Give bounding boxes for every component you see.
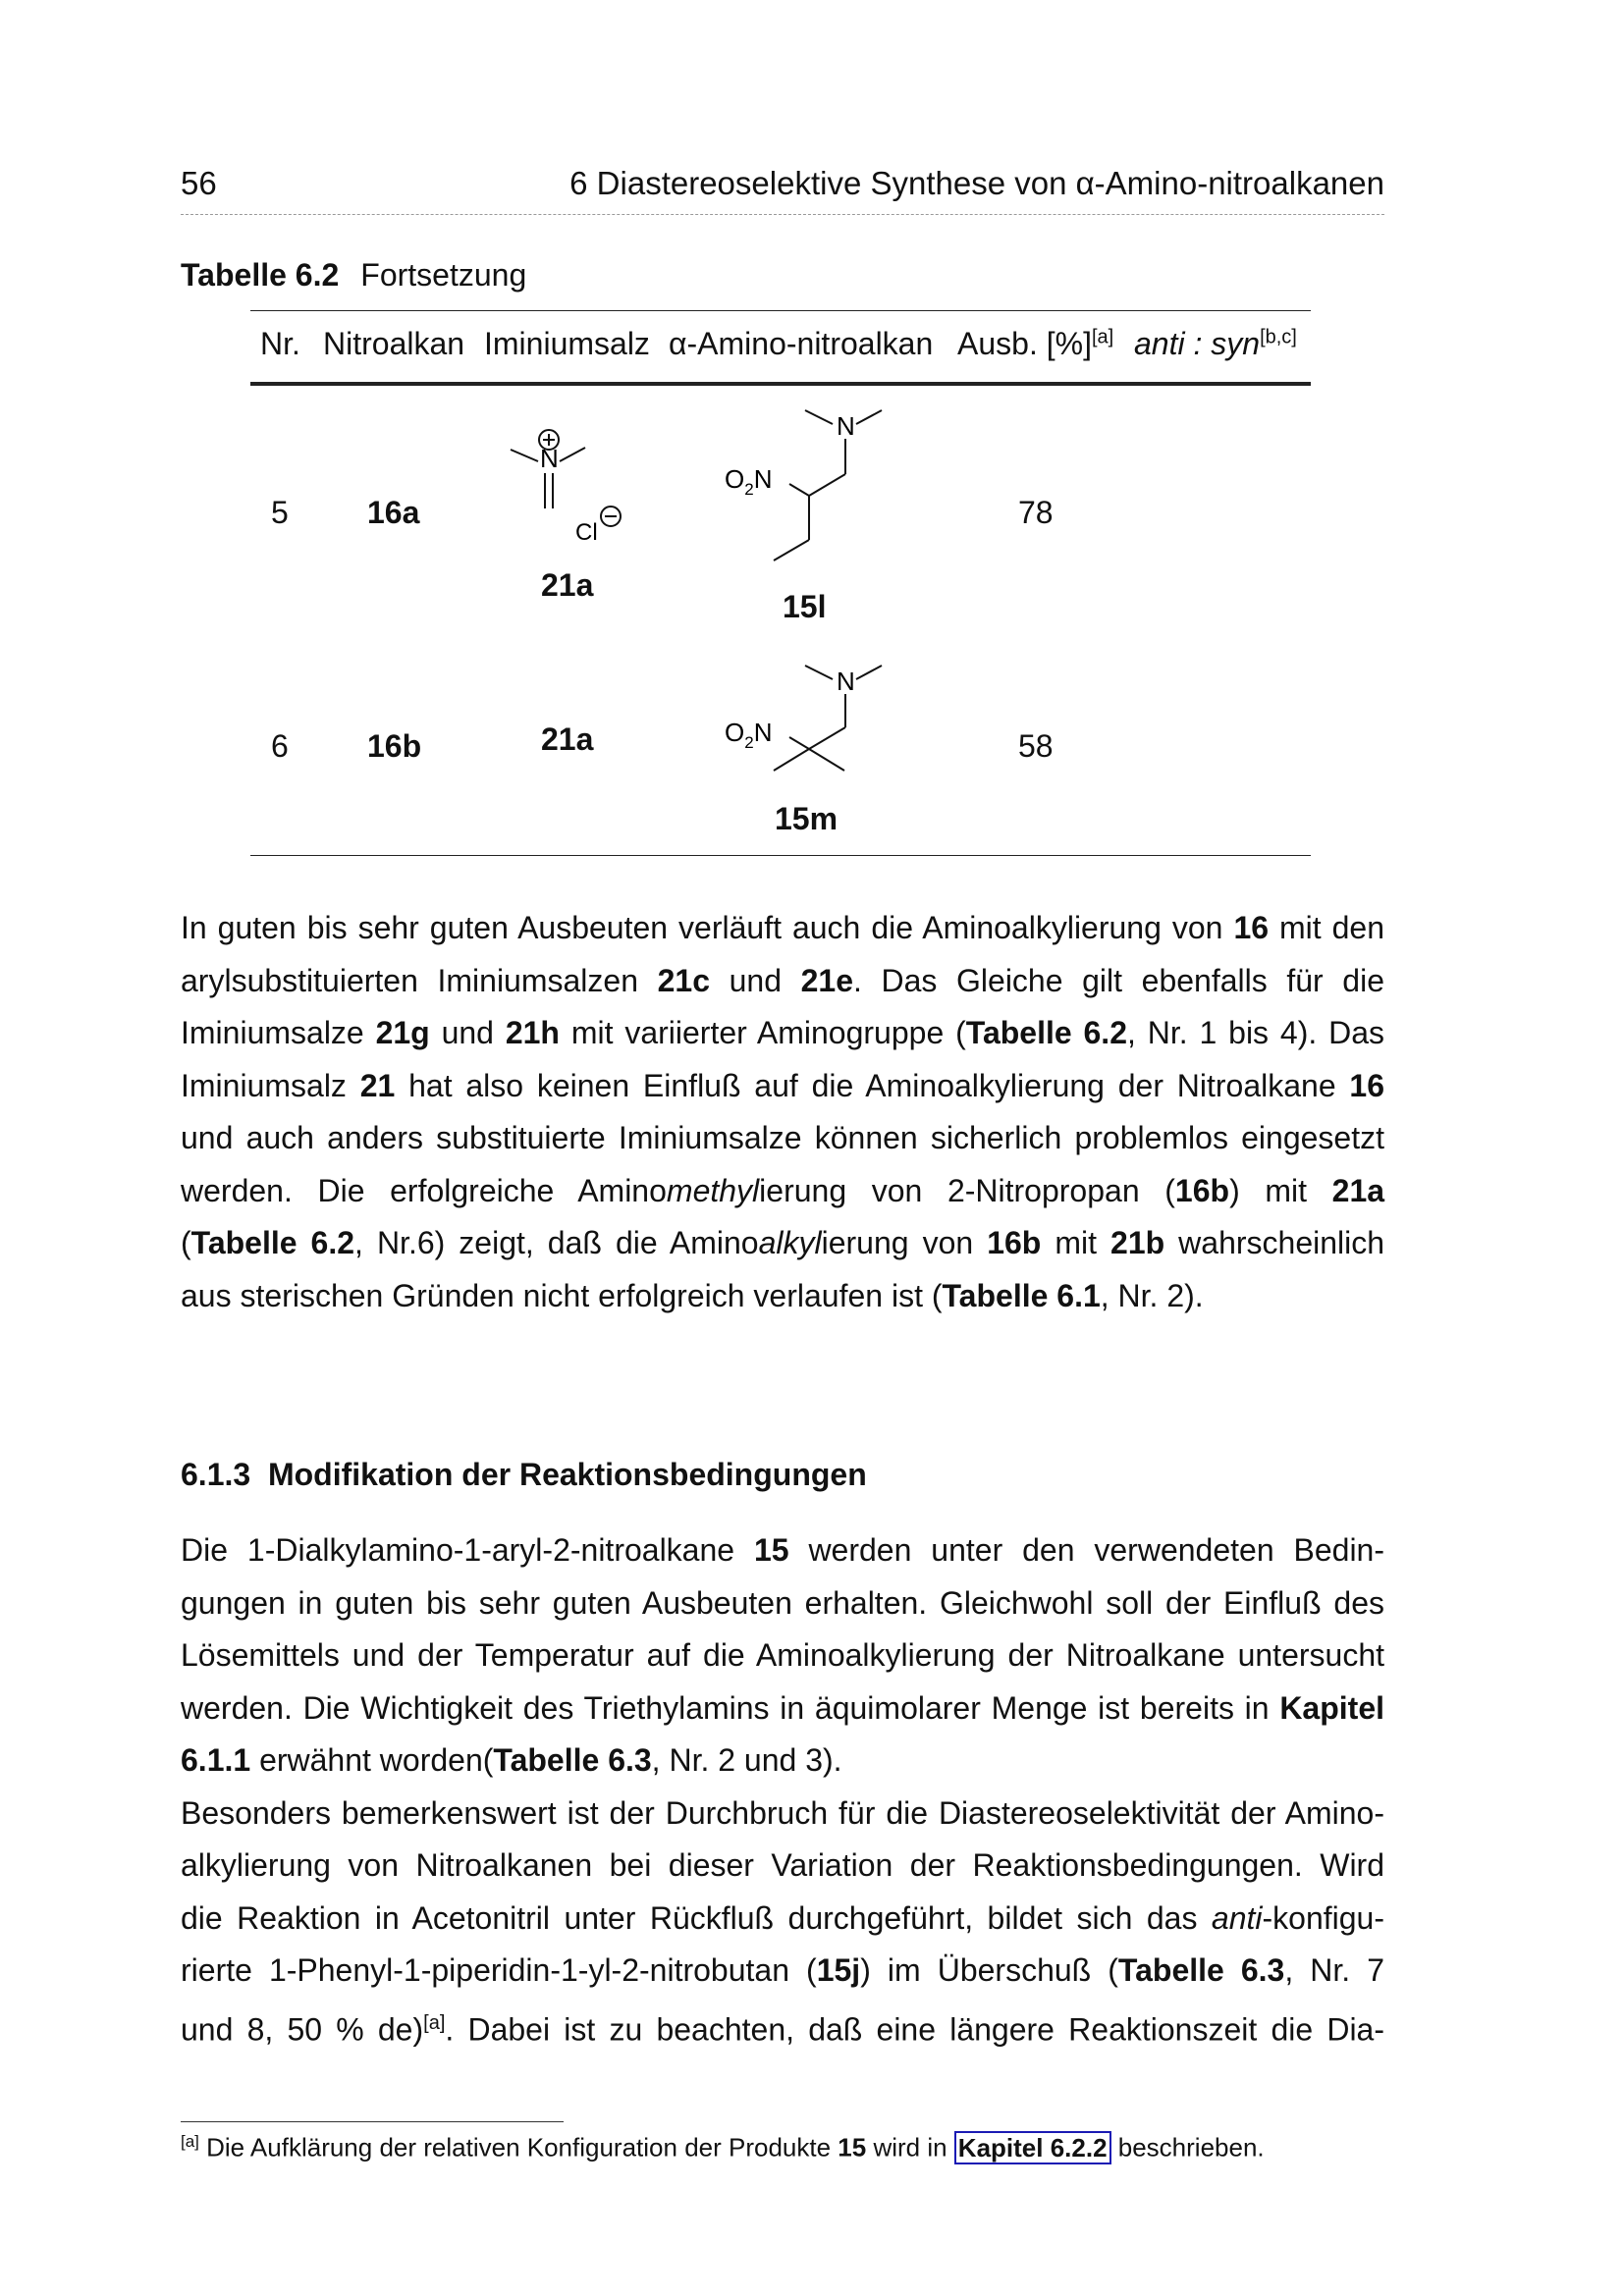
svg-text:N: N [837,411,855,441]
p2-line: rierte 1-Phenyl-1-piperidin-1-yl-2-nitrobutan (15j) im Überschuß (Tabelle 6.3, Nr. 7 [181,1952,1385,1988]
p1-line: Iminiumsalze 21g und 21h mit variierter Aminogruppe (Tabelle 6.2, Nr. 1 bis 4). Das [181,1015,1385,1050]
p2-line: werden. Die Wichtigkeit des Triethylamins in äquimolarer Menge ist bereits in Kapitel [181,1689,1384,1726]
p1-line: und auch anders substituierte Iminiumsalze können sicherlich problemlos eingesetzt [181,1120,1384,1155]
row6-nr: 6 [271,728,289,764]
p2-line: 6.1.1 erwähnt worden(Tabelle 6.3, Nr. 2 und 3). [181,1742,842,1778]
svg-text:O2N: $O_2N$ [725,464,773,499]
th-nr: Nr. [260,326,300,361]
row6-yield: 58 [1018,728,1054,764]
row5-yield: 78 [1018,495,1054,530]
running-header [181,165,1384,215]
running-title: 6 Diastereoselektive Synthese von α-Amino-nitroalkanen [569,165,1384,201]
p1-line: Iminiumsalz 21 hat also keinen Einfluß auf die Aminoalkylierung der Nitroalkane 16 [181,1067,1385,1103]
th-ratio: anti : syn[b,c] [1134,326,1297,361]
p1-line: In guten bis sehr guten Ausbeuten verläuft auch die Aminoalkylierung von 16 mit den [181,910,1385,945]
svg-text:N: N [837,667,855,696]
row5-iminiumsalz: 21a [541,567,594,603]
p2-line: und 8, 50 % de)[a]. Dabei ist zu beachten, daß eine längere Reaktionszeit die Dia- [181,2011,1385,2048]
p2-line: Besonders bemerkenswert ist der Durchbruch für die Diastereoselektivität der Amino- [181,1794,1384,1831]
th-amino-nitroalkan: α-Amino-nitroalkan [669,326,934,361]
paragraph-2 [181,1524,1384,2056]
th-iminiumsalz: Iminiumsalz [484,326,650,361]
table-label: Tabelle 6.2 [181,257,340,293]
th-yield: Ausb. [%][a] [957,326,1114,361]
row5-product: 15l [783,589,827,624]
p1-line: aus sterischen Gründen nicht erfolgreich verlaufen ist (Tabelle 6.1, Nr. 2). [181,1277,1204,1313]
paragraph-1 [181,902,1384,1322]
p2-line: Lösemittels und der Temperatur auf die Aminoalkylierung der Nitroalkane untersucht [181,1637,1384,1673]
table-caption-text: Fortsetzung [360,257,527,293]
p2-line: die Reaktion in Acetonitril unter Rückfluß durchgeführt, bildet sich das anti-konfigu- [181,1899,1384,1936]
p2-line: Die 1-Dialkylamino-1-aryl-2-nitroalkane 15 werden unter den verwendeten Bedin- [181,1532,1385,1568]
kapitel-link[interactable]: Kapitel 6.2.2 [954,2131,1111,2164]
p1-line: (Tabelle 6.2, Nr.6) zeigt, daß die Aminoalkylierung von 16b mit 21b wahrscheinlich [181,1225,1385,1260]
product-15l-structure [707,398,903,584]
table-bottom-rule [250,855,1311,856]
p2-line: alkylierung von Nitroalkanen bei dieser Variation der Reaktionsbedingungen. Wird [181,1847,1384,1883]
p1-line: arylsubstituierten Iminiumsalzen 21c und 21e. Das Gleiche gilt ebenfalls für die [181,962,1385,998]
svg-text:O2N: $O_2N$ [725,718,773,752]
p1-line: werden. Die erfolgreiche Aminomethylierung von 2-Nitropropan (16b) mit 21a [181,1172,1385,1208]
row6-iminiumsalz: 21a [541,721,594,757]
product-15m-structure [707,653,903,790]
iminium-salt-structure [491,412,648,579]
th-nitroalkan: Nitroalkan [323,326,465,361]
page-number: 56 [181,165,217,201]
row5-nr: 5 [271,495,289,530]
p2-line: gungen in guten bis sehr guten Ausbeuten erhalten. Gleichwohl soll der Einfluß des [181,1584,1384,1621]
row6-nitroalkan: 16b [367,728,422,764]
table-header-rule [250,382,1311,386]
svg-text:N: N [540,444,559,473]
row5-nitroalkan: 16a [367,495,420,530]
footnote: [a] Die Aufklärung der relativen Konfiguration der Produkte 15 wird in Kapitel 6.2.2 beschrieben. [181,2132,1265,2163]
svg-text:Cl: Cl [575,519,598,546]
section-heading: 6.1.3 Modifikation der Reaktionsbedingungen [181,1457,867,1492]
footnote-rule [181,2121,564,2122]
table-caption [181,257,526,294]
row6-product: 15m [775,801,839,836]
table-top-rule [250,310,1311,311]
